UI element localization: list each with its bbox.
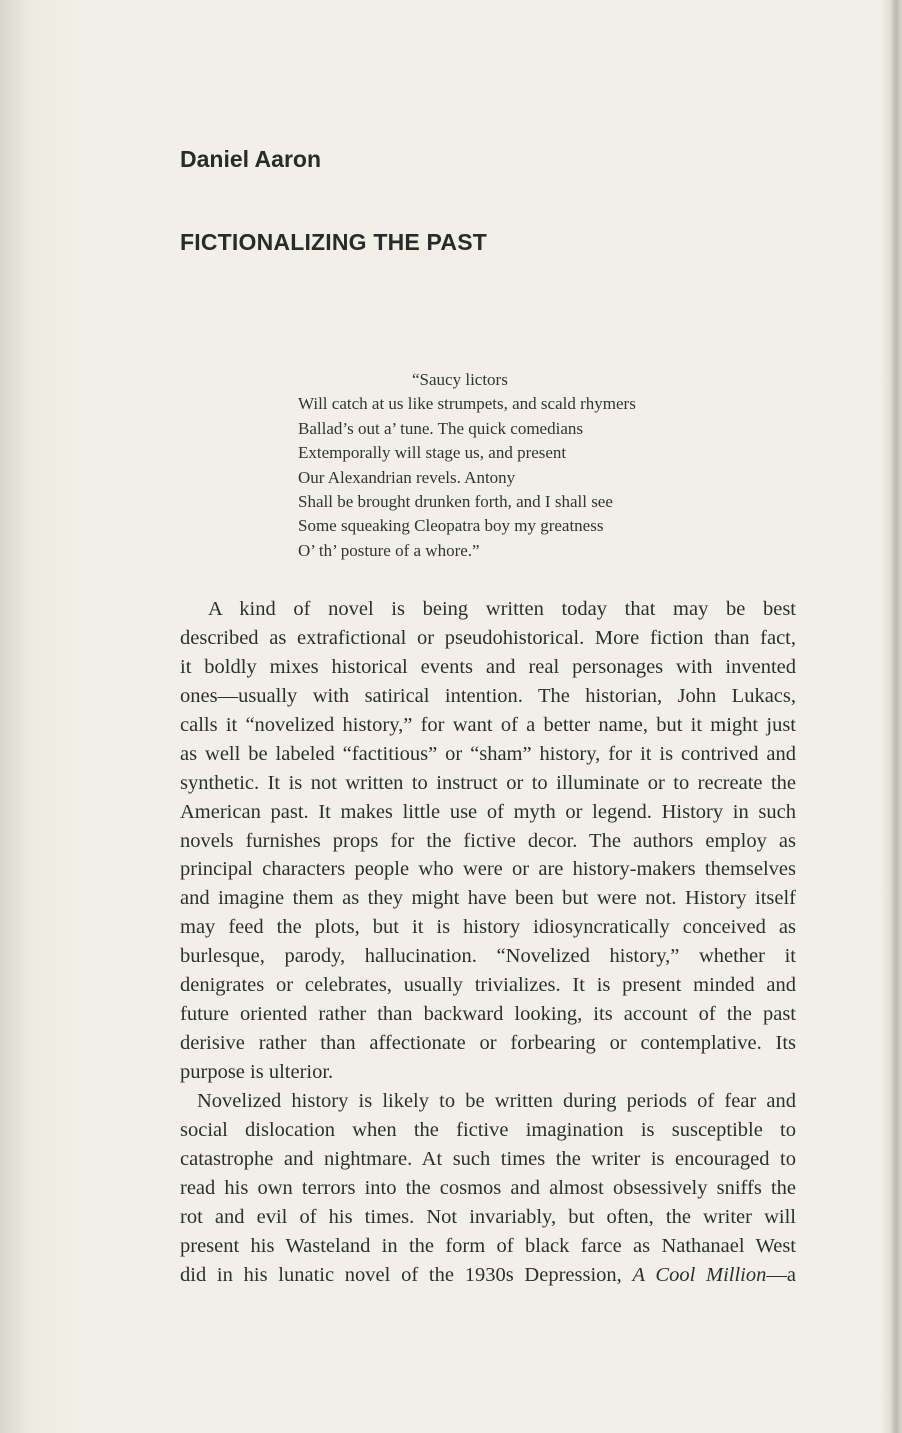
epigraph-line: Our Alexandrian revels. Antony [298, 467, 516, 487]
text-line: calls it “novelized history,” for want of a better name, but it might just [180, 713, 796, 736]
text-line: may feed the plots, but it is history idiosyncratically conceived as [180, 916, 796, 939]
chapter-title: FICTIONALIZING THE PAST [180, 229, 487, 255]
body-text [180, 595, 796, 1290]
text-line: ones—usually with satirical intention. The historian, John Lukacs, [180, 684, 796, 707]
epigraph-line: Shall be brought drunken forth, and I shall see [298, 492, 613, 512]
text-line: synthetic. It is not written to instruct or to illuminate or to recreate the [180, 771, 796, 794]
epigraph [298, 368, 636, 563]
epigraph-line: “Saucy lictors [412, 370, 508, 389]
text-line: rot and evil of his times. Not invariably, but often, the writer will [180, 1205, 796, 1228]
text-line: American past. It makes little use of myth or legend. History in such [180, 800, 796, 823]
text-segment: —a [766, 1263, 796, 1286]
text-line [180, 1261, 796, 1290]
epigraph-line: O’ th’ posture of a whore.” [298, 540, 480, 560]
text-line: read his own terrors into the cosmos and almost obsessively sniffs the [180, 1176, 796, 1199]
text-line: derisive rather than affectionate or forbearing or contemplative. Its [180, 1032, 796, 1055]
text-line: denigrates or celebrates, usually trivializes. It is present minded and [180, 974, 796, 997]
text-line: described as extrafictional or pseudohistorical. More fiction than fact, [180, 626, 796, 649]
epigraph-line: Will catch at us like strumpets, and scald rhymers [298, 394, 636, 414]
text-line: and imagine them as they might have been but were not. History itself [180, 887, 796, 910]
text-line: purpose is ulterior. [180, 1061, 334, 1083]
text-line: present his Wasteland in the form of black farce as Nathanael West [180, 1234, 796, 1257]
text-line: novels furnishes props for the fictive decor. The authors employ as [180, 829, 796, 852]
text-line: principal characters people who were or are history-makers themselves [180, 858, 796, 881]
text-segment: did in his lunatic novel of the 1930s Depression, [180, 1263, 633, 1286]
epigraph-line: Some squeaking Cleopatra boy my greatness [298, 516, 604, 536]
text-line: as well be labeled “factitious” or “sham” history, for it is contrived and [180, 742, 796, 765]
text-line: A kind of novel is being written today that may be best [208, 598, 796, 620]
author-name: Daniel Aaron [180, 146, 322, 172]
text-line: Novelized history is likely to be written during periods of fear and [197, 1089, 796, 1112]
text-line: it boldly mixes historical events and real personages with invented [180, 655, 796, 678]
text-line: burlesque, parody, hallucination. “Novelized history,” whether it [180, 945, 796, 968]
epigraph-line: Ballad’s out a’ tune. The quick comedians [298, 418, 583, 438]
book-title: A Cool Million [632, 1263, 767, 1286]
text-line: future oriented rather than backward looking, its account of the past [180, 1003, 796, 1026]
text-line: catastrophe and nightmare. At such times the writer is encouraged to [180, 1147, 796, 1170]
text-line: social dislocation when the fictive imagination is susceptible to [180, 1118, 796, 1141]
epigraph-line: Extemporally will stage us, and present [298, 443, 567, 463]
